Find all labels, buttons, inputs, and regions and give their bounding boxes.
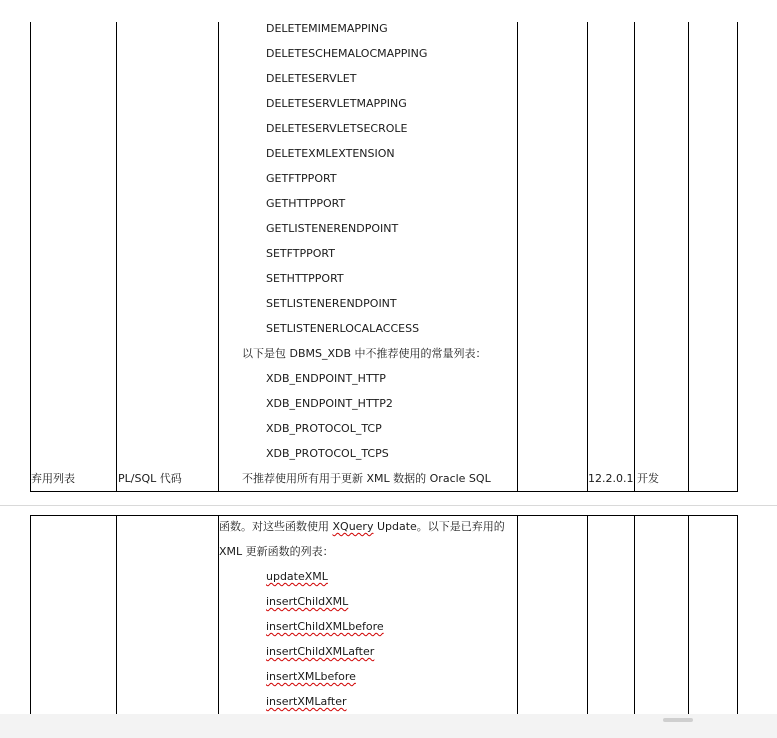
spellcheck-flagged-word: insertChildXMLafter <box>266 645 375 658</box>
constant-item: XDB_ENDPOINT_HTTP <box>266 372 386 385</box>
procedure-item: DELETEMIMEMAPPING <box>266 22 388 35</box>
spellcheck-flagged-word: insertChildXML <box>266 595 349 608</box>
procedure-item: DELETESCHEMALOCMAPPING <box>266 47 428 60</box>
function-item <box>266 645 374 659</box>
page-gap <box>0 493 777 513</box>
status-bar <box>0 714 777 738</box>
row-category-cell: 弃用列表 <box>31 472 75 485</box>
row-description-cell: 不推荐使用所有用于更新 XML 数据的 Oracle SQL <box>242 472 491 485</box>
table-border <box>634 515 635 714</box>
procedure-item: DELETESERVLET <box>266 72 357 85</box>
table-border <box>30 515 738 516</box>
table-border <box>634 22 635 491</box>
spellcheck-flagged-word: updateXML <box>266 570 328 583</box>
procedure-item: SETLISTENERENDPOINT <box>266 297 397 310</box>
text-run: Update。以下是已弃用的 <box>373 520 505 533</box>
table-border <box>517 22 518 491</box>
table-border <box>587 515 588 714</box>
spellcheck-flagged-word: insertXMLafter <box>266 695 347 708</box>
scroll-thumb[interactable] <box>663 718 693 722</box>
constant-item: XDB_PROTOCOL_TCPS <box>266 447 389 460</box>
procedure-item: SETHTTPPORT <box>266 272 344 285</box>
constant-item: XDB_PROTOCOL_TCP <box>266 422 382 435</box>
function-list-intro: XML 更新函数的列表： <box>219 545 334 558</box>
table-border <box>30 515 31 714</box>
constants-intro: 以下是包 DBMS_XDB 中不推荐使用的常量列表： <box>242 347 487 360</box>
text-run: 函数。对这些函数使用 <box>219 520 333 533</box>
row-status-cell: 开发 <box>637 472 659 485</box>
page-separator <box>0 505 777 506</box>
table-border <box>737 22 738 491</box>
spellcheck-flagged-word: insertChildXMLbefore <box>266 620 384 633</box>
table-border <box>688 22 689 491</box>
description-continued-line <box>219 520 505 534</box>
table-border <box>116 515 117 714</box>
function-item <box>266 620 384 634</box>
table-border <box>116 22 117 491</box>
function-item <box>266 670 356 684</box>
procedure-item: SETLISTENERLOCALACCESS <box>266 322 420 335</box>
row-version-cell: 12.2.0.1 <box>588 472 634 485</box>
procedure-item: GETLISTENERENDPOINT <box>266 222 399 235</box>
table-border <box>587 22 588 491</box>
table-border <box>218 22 219 491</box>
function-item <box>266 570 328 584</box>
table-border <box>737 515 738 714</box>
row-type-cell: PL/SQL 代码 <box>118 472 182 485</box>
table-border <box>30 22 31 491</box>
procedure-item: GETHTTPPORT <box>266 197 346 210</box>
table-border <box>30 491 738 492</box>
constant-item: XDB_ENDPOINT_HTTP2 <box>266 397 393 410</box>
procedure-item: DELETESERVLETMAPPING <box>266 97 407 110</box>
function-item <box>266 595 348 609</box>
table-border <box>517 515 518 714</box>
function-item <box>266 695 347 709</box>
procedure-item: GETFTPPORT <box>266 172 337 185</box>
table-border <box>688 515 689 714</box>
procedure-item: DELETESERVLETSECROLE <box>266 122 408 135</box>
procedure-item: SETFTPPORT <box>266 247 335 260</box>
procedure-item: DELETEXMLEXTENSION <box>266 147 395 160</box>
spellcheck-flagged-word: insertXMLbefore <box>266 670 356 683</box>
spellcheck-flagged-word: XQuery <box>332 520 374 533</box>
